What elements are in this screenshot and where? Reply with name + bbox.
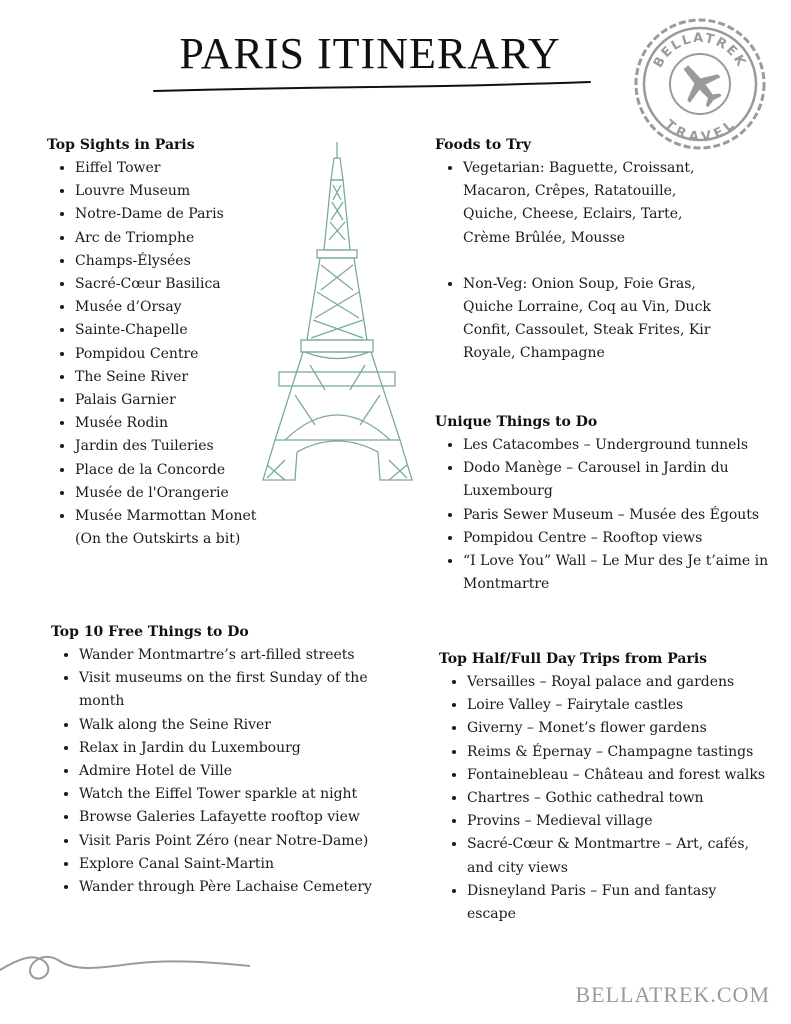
day-trips-section: [439, 651, 784, 926]
list-item-vegetarian: [463, 157, 765, 250]
list-item-line: • Visit Paris Point Zéro (near Notre-Dame): [79, 832, 369, 849]
list-item-line: • Disneyland Paris – Fun and fantasy: [467, 882, 717, 899]
list-item: [79, 830, 401, 853]
list-item-line: • Walk along the Seine River: [79, 716, 272, 733]
list-item: • Champs-Élysées: [75, 250, 267, 273]
list-item: [79, 644, 401, 667]
footer-website[interactable]: BELLATREK.COM: [575, 982, 770, 1007]
list-item-line: • Fontainebleau – Château and forest walks: [467, 766, 766, 783]
list-item-line: • Relax in Jardin du Luxembourg: [79, 739, 301, 756]
text-line: Quiche, Cheese, Eclairs, Tarte,: [463, 206, 683, 223]
unique-things-section: [435, 414, 780, 596]
list-item-line: • Reims & Épernay – Champagne tastings: [467, 743, 754, 760]
top-sights-heading: Top Sights in Paris: [47, 137, 195, 153]
list-item-line: • Paris Sewer Museum – Musée des Égouts: [463, 506, 760, 523]
list-item: • Musée de l'Orangerie: [75, 482, 267, 505]
list-item: [79, 737, 401, 760]
svg-text:BELLATREK: [651, 31, 749, 71]
unique-things-heading: Unique Things to Do: [435, 414, 598, 430]
list-item: [79, 760, 401, 783]
list-item: • Palais Garnier: [75, 389, 267, 412]
free-things-list: [51, 644, 401, 899]
list-item: [463, 527, 780, 550]
list-item-line: • Sacré-Cœur & Montmartre – Art, cafés,: [467, 836, 749, 853]
list-item: • Eiffel Tower: [75, 157, 267, 180]
list-item-line: Luxembourg: [463, 483, 553, 500]
foods-list: [435, 157, 765, 366]
list-item: • Musée d’Orsay: [75, 296, 267, 319]
day-trips-heading: Top Half/Full Day Trips from Paris: [439, 651, 708, 667]
foods-heading: Foods to Try: [435, 137, 531, 153]
list-item-line: • Watch the Eiffel Tower sparkle at night: [79, 786, 358, 803]
list-item-line: • Admire Hotel de Ville: [79, 763, 233, 780]
list-item: [79, 853, 401, 876]
eiffel-tower-illustration: [255, 140, 420, 490]
foods-section: [435, 137, 765, 366]
list-item: [79, 806, 401, 829]
list-item-line: • Dodo Manège – Carousel in Jardin du: [463, 460, 729, 477]
list-item-non-veg: [463, 273, 765, 366]
list-item: [79, 667, 401, 713]
stamp-bottom-text: TRAVEL: [661, 117, 739, 146]
stamp-top-text: BELLATREK: [650, 30, 750, 71]
unique-things-list: [435, 434, 780, 596]
list-item: [79, 876, 401, 899]
list-item-line: and city views: [467, 859, 568, 876]
list-item: [467, 787, 784, 810]
list-item: [467, 741, 784, 764]
text-line: • Vegetarian: Baguette, Croissant,: [463, 160, 695, 176]
list-item: • The Seine River: [75, 366, 267, 389]
list-item-line: • “I Love You” Wall – Le Mur des Je t’aime in: [463, 553, 769, 570]
list-item: [463, 504, 780, 527]
list-item: [467, 764, 784, 787]
list-item: • Musée Rodin: [75, 412, 267, 435]
list-item: [75, 505, 267, 551]
list-item: [467, 671, 784, 694]
text-line: Crème Brûlée, Mousse: [463, 229, 626, 246]
text-line: • Non-Veg: Onion Soup, Foie Gras,: [463, 275, 696, 292]
list-item: • Sacré-Cœur Basilica: [75, 273, 267, 296]
list-item-line: • Wander Montmartre’s art-filled streets: [79, 647, 355, 663]
top-sights-section: [47, 137, 267, 551]
list-item-line: month: [79, 693, 125, 710]
list-item-line: • Loire Valley – Fairytale castles: [467, 697, 684, 714]
list-item-line: • Chartres – Gothic cathedral town: [467, 790, 704, 807]
list-item: [467, 694, 784, 717]
list-item: [467, 880, 784, 926]
list-item-line: • Les Catacombes – Underground tunnels: [463, 437, 749, 453]
list-item: [79, 714, 401, 737]
list-item-line: • Giverny – Monet’s flower gardens: [467, 720, 707, 737]
text-line: Royale, Champagne: [463, 345, 605, 362]
decorative-squiggle: [0, 928, 250, 998]
list-item: • Sainte-Chapelle: [75, 319, 267, 342]
list-item: • Place de la Concorde: [75, 459, 267, 482]
list-item-line: • Wander through Père Lachaise Cemetery: [79, 879, 372, 896]
day-trips-list: [439, 671, 784, 926]
text-line: Quiche Lorraine, Coq au Vin, Duck: [463, 299, 711, 316]
list-item-line: • Explore Canal Saint-Martin: [79, 855, 275, 872]
list-item: [463, 457, 780, 503]
list-item: [467, 833, 784, 879]
free-things-heading: Top 10 Free Things to Do: [51, 624, 249, 640]
free-things-section: [51, 624, 401, 899]
list-item: [467, 810, 784, 833]
list-item-line: • Visit museums on the first Sunday of the: [79, 670, 368, 687]
list-item: • Pompidou Centre: [75, 343, 267, 366]
list-item: • Louvre Museum: [75, 180, 267, 203]
list-item-line: • Provins – Medieval village: [467, 813, 653, 830]
list-item-note: (On the Outskirts a bit): [75, 531, 241, 548]
list-item: • Jardin des Tuileries: [75, 435, 267, 458]
list-item: [79, 783, 401, 806]
list-item: • Arc de Triomphe: [75, 227, 267, 250]
list-item-line: • Versailles – Royal palace and gardens: [467, 674, 735, 690]
list-item-line: • Musée Marmottan Monet: [75, 508, 257, 525]
list-item-line: escape: [467, 906, 516, 923]
bellatrek-travel-stamp: [630, 14, 770, 154]
list-item-line: • Pompidou Centre – Rooftop views: [463, 529, 703, 546]
title-underline: [152, 80, 592, 94]
list-item: [463, 550, 780, 596]
text-line: Macaron, Crêpes, Ratatouille,: [463, 183, 677, 200]
list-item: [463, 434, 780, 457]
list-item-line: Montmartre: [463, 576, 550, 593]
page-title: PARIS ITINERARY: [179, 29, 561, 78]
top-sights-list: [47, 157, 267, 551]
list-item: [467, 717, 784, 740]
text-line: Confit, Cassoulet, Steak Frites, Kir: [463, 322, 711, 339]
list-item: • Notre-Dame de Paris: [75, 203, 267, 226]
list-item-line: • Browse Galeries Lafayette rooftop view: [79, 809, 360, 826]
